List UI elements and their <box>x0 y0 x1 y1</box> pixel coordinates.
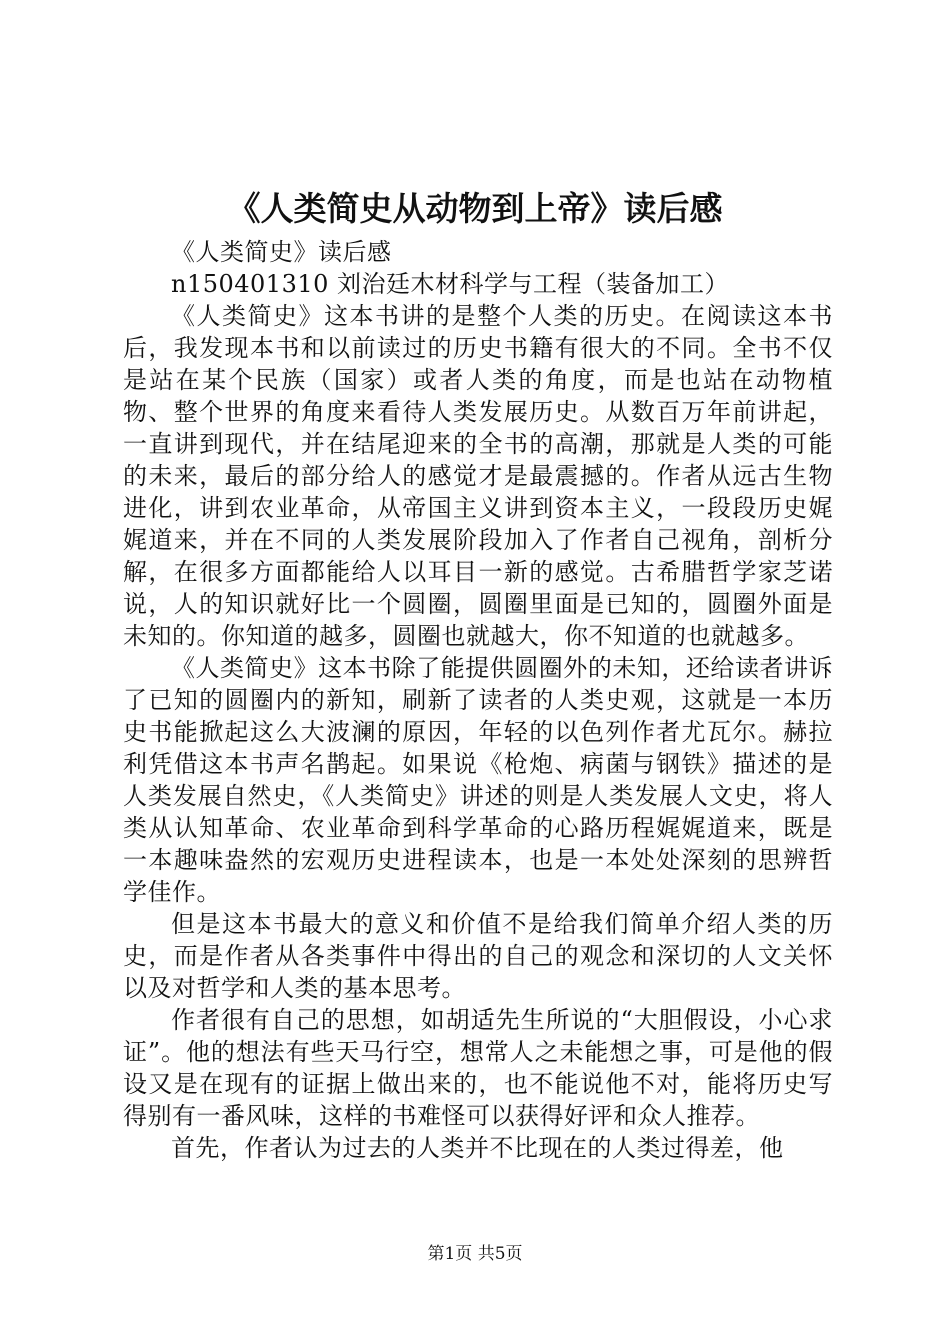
page-footer: 第1页 共5页 <box>427 1244 523 1264</box>
paragraph: 但是这本书最大的意义和价值不是给我们简单介绍人类的历史，而是作者从各类事件中得出的自己的观念和深切的人文关怀以及对哲学和人类的基本思考。 <box>123 910 833 1002</box>
document-body <box>123 236 833 1164</box>
author-line: n150401310 刘治廷木材科学与工程（装备加工） <box>171 270 730 298</box>
paragraph: 首先，作者认为过去的人类并不比现在的人类过得差，他 <box>171 1134 784 1162</box>
page-title: 《人类简史从动物到上帝》读后感 <box>227 189 723 228</box>
subtitle: 《人类简史》读后感 <box>171 238 392 266</box>
paragraph: 《人类简史》这本书除了能提供圆圈外的未知，还给读者讲诉了已知的圆圈内的新知，刷新了读者的人类史观，这就是一本历史书能掀起这么大波澜的原因，年轻的以色列作者尤瓦尔。赫拉利凭借这本书声名鹊起。如果说《枪炮、病菌与钢铁》描述的是人类发展自然史，《人类简史》讲述的则是人类发展人文史，将人类从认知革命、农业革命到科学革命的心路历程娓娓道来，既是一本趣味盎然的宏观历史进程读本，也是一本处处深刻的思辨哲学佳作。 <box>123 654 833 906</box>
paragraph: 《人类简史》这本书讲的是整个人类的历史。在阅读这本书后，我发现本书和以前读过的历史书籍有很大的不同。全书不仅是站在某个民族（国家）或者人类的角度，而是也站在动物植物、整个世界的角度来看待人类发展历史。从数百万年前讲起，一直讲到现代，并在结尾迎来的全书的高潮，那就是人类的可能的未来，最后的部分给人的感觉才是最震撼的。作者从远古生物进化，讲到农业革命，从帝国主义讲到资本主义，一段段历史娓娓道来，并在不同的人类发展阶段加入了作者自己视角，剖析分解，在很多方面都能给人以耳目一新的感觉。古希腊哲学家芝诺说，人的知识就好比一个圆圈，圆圈里面是已知的，圆圈外面是未知的。你知道的越多，圆圈也就越大，你不知道的也就越多。 <box>123 302 833 650</box>
paragraph: 作者很有自己的思想，如胡适先生所说的“大胆假设，小心求证”。他的想法有些天马行空，想常人之未能想之事，可是他的假设又是在现有的证据上做出来的，也不能说他不对，能将历史写得别有一番风味，这样的书难怪可以获得好评和众人推荐。 <box>123 1006 833 1130</box>
